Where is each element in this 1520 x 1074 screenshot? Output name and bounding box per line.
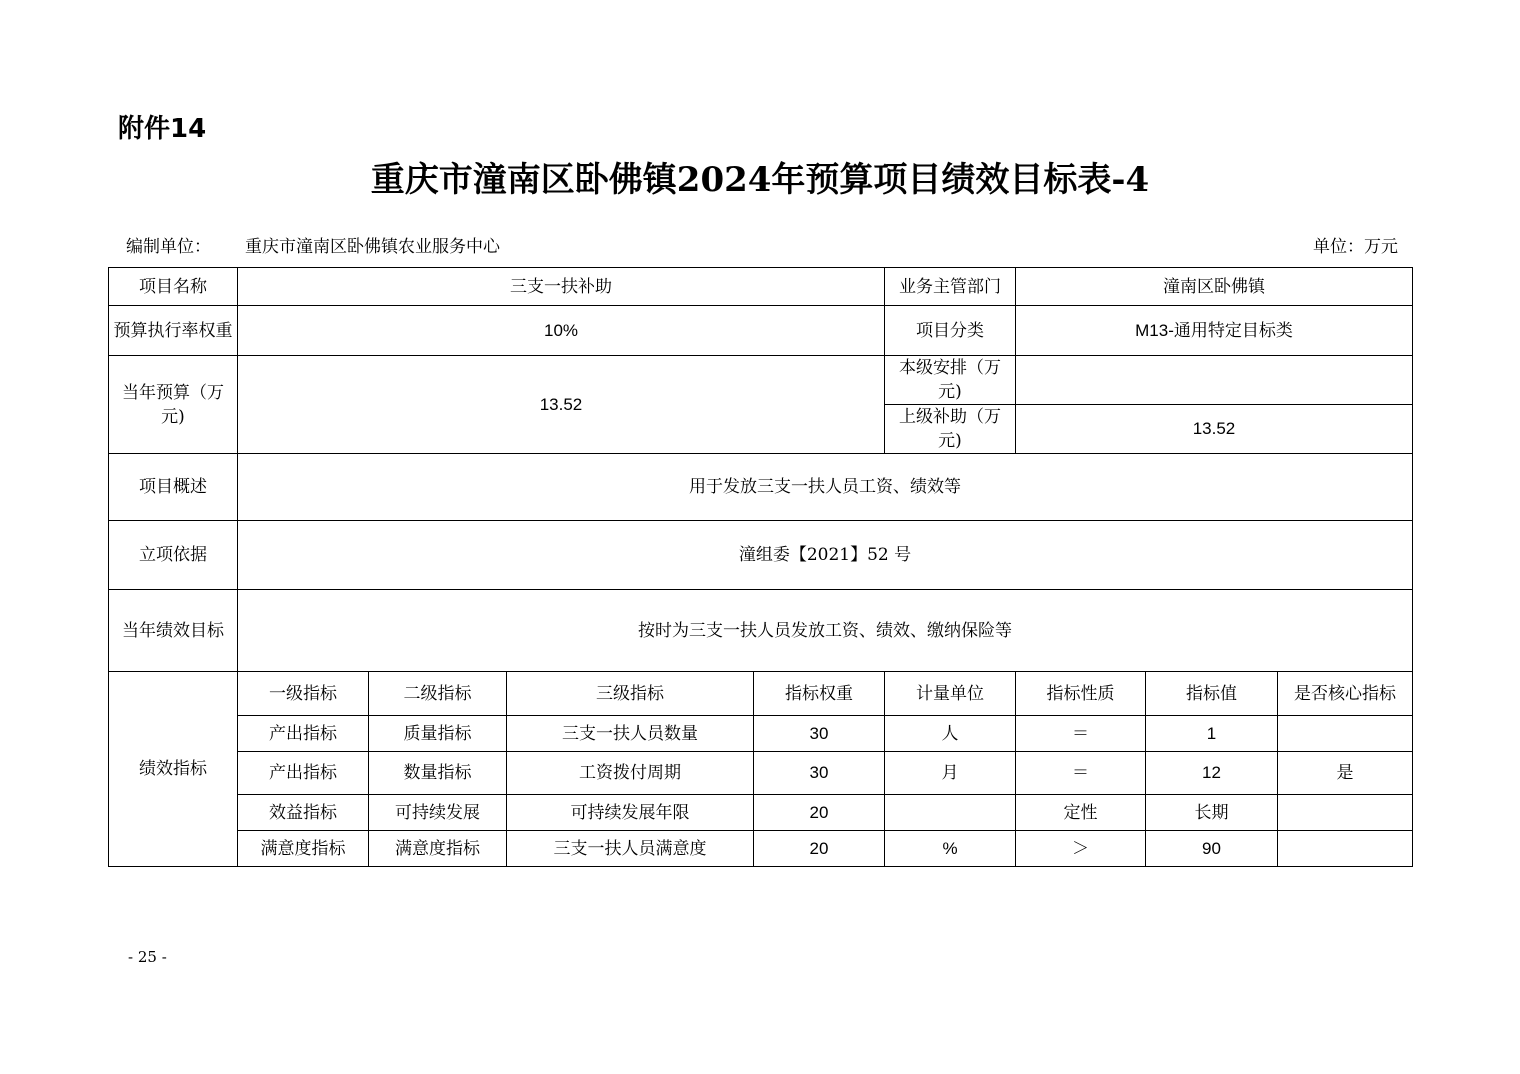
indicator-row: [109, 831, 1413, 867]
page-number: - 25 -: [128, 948, 167, 966]
header-level1: 一级指标: [238, 672, 369, 716]
category-value: M13-通用特定目标类: [1016, 306, 1413, 356]
header-weight: 指标权重: [754, 672, 885, 716]
cell-value: 90: [1146, 831, 1278, 867]
upper-value: 13.52: [1016, 405, 1413, 454]
cell-core: [1278, 831, 1413, 867]
cell-value: 1: [1146, 716, 1278, 752]
indicators-section-label: 绩效指标: [109, 672, 238, 867]
cell-value: 12: [1146, 752, 1278, 795]
cell-nature: ＝: [1016, 716, 1146, 752]
org-line: [126, 232, 500, 257]
cell-level2: 质量指标: [369, 716, 507, 752]
cell-core: 是: [1278, 752, 1413, 795]
cell-level3: 工资拨付周期: [507, 752, 754, 795]
table-row: [109, 356, 1413, 405]
table-row: [109, 521, 1413, 590]
annex-label: 附件14: [118, 114, 207, 144]
budget-label: 当年预算（万元): [109, 356, 238, 454]
cell-level1: 满意度指标: [238, 831, 369, 867]
unit-label: 单位：万元: [1313, 237, 1398, 257]
org-value: 重庆市潼南区卧佛镇农业服务中心: [245, 237, 500, 257]
cell-unit: 人: [885, 716, 1016, 752]
goal-label: 当年绩效目标: [109, 590, 238, 672]
cell-level1: 产出指标: [238, 716, 369, 752]
indicator-row: [109, 752, 1413, 795]
cell-core: [1278, 716, 1413, 752]
category-label: 项目分类: [885, 306, 1016, 356]
project-name-label: 项目名称: [109, 268, 238, 306]
header-level3: 三级指标: [507, 672, 754, 716]
cell-value: 长期: [1146, 795, 1278, 831]
cell-level3: 可持续发展年限: [507, 795, 754, 831]
org-label: 编制单位：: [126, 237, 211, 257]
exec-weight-label: 预算执行率权重: [109, 306, 238, 356]
cell-level3: 三支一扶人员满意度: [507, 831, 754, 867]
project-name-value: 三支一扶补助: [238, 268, 885, 306]
cell-nature: 定性: [1016, 795, 1146, 831]
cell-level2: 数量指标: [369, 752, 507, 795]
indicator-header-row: [109, 672, 1413, 716]
header-core: 是否核心指标: [1278, 672, 1413, 716]
cell-core: [1278, 795, 1413, 831]
goal-value: 按时为三支一扶人员发放工资、绩效、缴纳保险等: [238, 590, 1413, 672]
table-row: [109, 454, 1413, 521]
overview-label: 项目概述: [109, 454, 238, 521]
header-unit: 计量单位: [885, 672, 1016, 716]
indicator-row: [109, 716, 1413, 752]
basis-label: 立项依据: [109, 521, 238, 590]
local-label: 本级安排（万元): [885, 356, 1016, 405]
header-level2: 二级指标: [369, 672, 507, 716]
cell-level1: 产出指标: [238, 752, 369, 795]
indicator-row: [109, 795, 1413, 831]
document-title: 重庆市潼南区卧佛镇2024年预算项目绩效目标表-4: [370, 160, 1150, 200]
cell-unit: [885, 795, 1016, 831]
cell-level2: 可持续发展: [369, 795, 507, 831]
table-row: [109, 268, 1413, 306]
cell-weight: 30: [754, 752, 885, 795]
overview-value: 用于发放三支一扶人员工资、绩效等: [238, 454, 1413, 521]
local-value: [1016, 356, 1413, 405]
exec-weight-value: 10%: [238, 306, 885, 356]
performance-table: [108, 267, 1413, 867]
basis-value: 潼组委【2021】52 号: [238, 521, 1413, 590]
dept-label: 业务主管部门: [885, 268, 1016, 306]
cell-weight: 30: [754, 716, 885, 752]
table-row: [109, 590, 1413, 672]
cell-weight: 20: [754, 831, 885, 867]
budget-value: 13.52: [238, 356, 885, 454]
cell-weight: 20: [754, 795, 885, 831]
dept-value: 潼南区卧佛镇: [1016, 268, 1413, 306]
header-value: 指标值: [1146, 672, 1278, 716]
cell-unit: %: [885, 831, 1016, 867]
cell-level2: 满意度指标: [369, 831, 507, 867]
cell-nature: ＞: [1016, 831, 1146, 867]
cell-level1: 效益指标: [238, 795, 369, 831]
upper-label: 上级补助（万元): [885, 405, 1016, 454]
cell-nature: ＝: [1016, 752, 1146, 795]
header-nature: 指标性质: [1016, 672, 1146, 716]
cell-level3: 三支一扶人员数量: [507, 716, 754, 752]
table-row: [109, 306, 1413, 356]
cell-unit: 月: [885, 752, 1016, 795]
